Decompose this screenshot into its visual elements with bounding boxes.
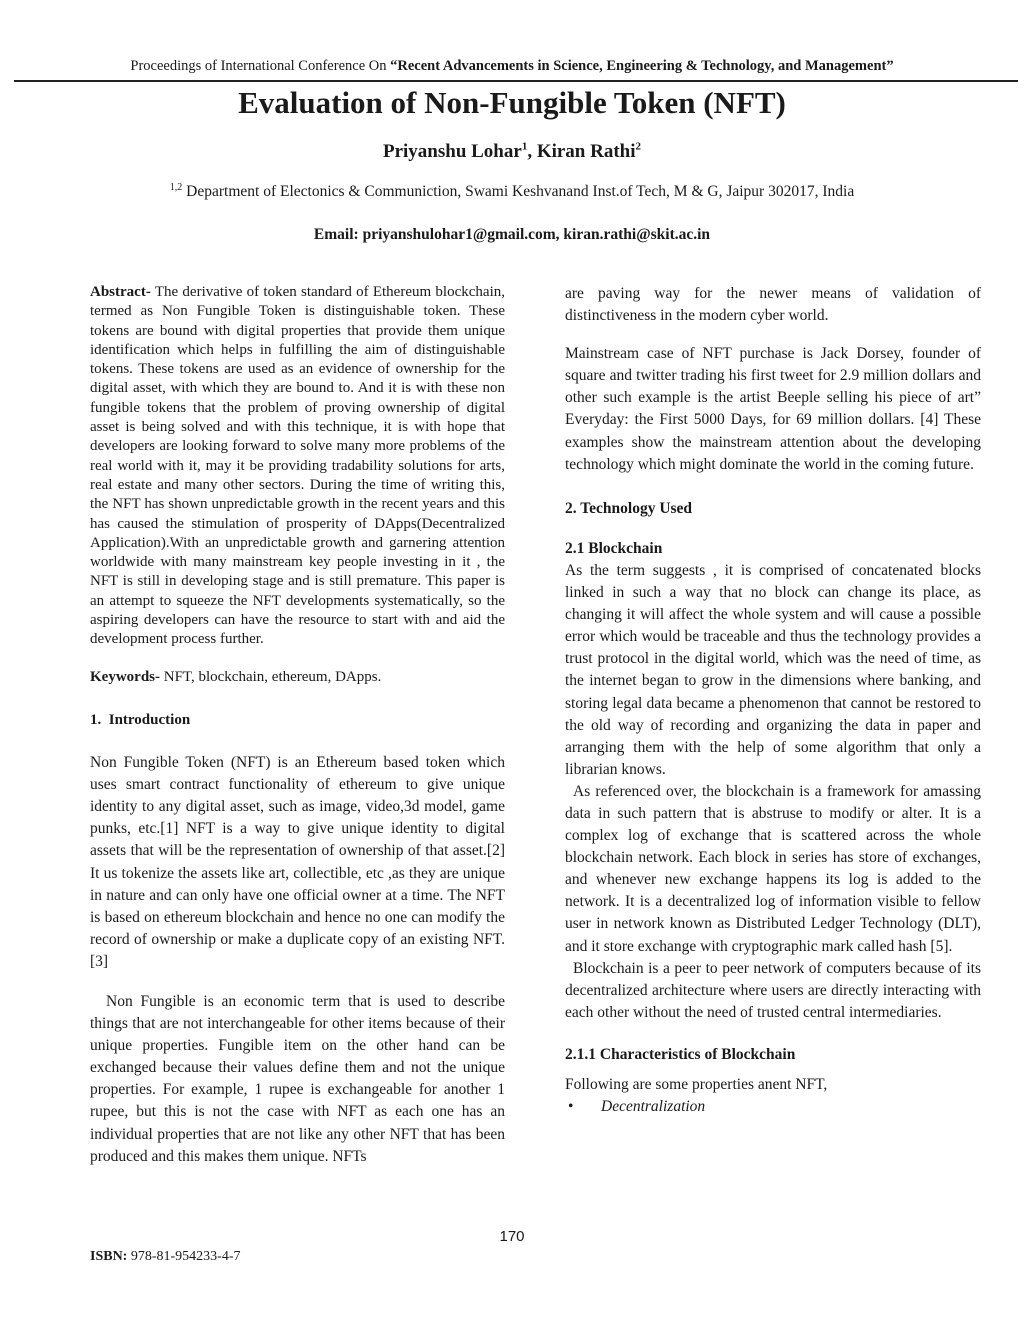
blockchain-paragraph-1: As the term suggests , it is comprised of concatenated blocks linked in such a way that no block can change its place, as changing it will affect the whole system and will cause a possible error which would be traceable and thus the technology provides a trust protocol in the digital world, which was the need of time, as the internet began to grow in the dimensions where banking, and storing legal data became a phenomenon that cannot be restored to the old way of recording and organizing the data in paper and arranging them with the help of some algorithm that only a librarian knows. (565, 561, 981, 778)
author-1-affil: 1 (521, 140, 528, 153)
keywords (90, 668, 505, 687)
blockchain-paragraph-3: Blockchain is a peer to peer network of computers because of its decentralized architecture where users are directly interacting with each other without the need of trusted central intermediaries. (565, 959, 981, 1021)
abstract (90, 283, 505, 650)
abstract-text: The derivative of token standard of Ethereum blockchain, termed as Non Fungible Token is distinguishable token. These tokens are bound with digital properties that provide them unique identification which helps in fulfilling the aim of distinguishable tokens. These tokens are used as an evidence of ownership for the digital asset, with which they are bound to. And it is with these non fungible tokens that the problem of proving ownership of digital asset is being solved and with this technique, it is with hope that developers are looking forward to solve many more problems of the real world with it, may it be providing tradability solutions for arts, real estate and many other sectors. During the time of writing this, the NFT has shown unpredictable growth in the recent years and this has caused the stimulation of prosperity of DApps(Decentralized Application).With an unpredictable growth and garnering attention worldwide with many mainstream key people investing in it , the NFT is still in developing stage and is still premature. This paper is an attempt to squeeze the NFT developments systematically, so the aspiring developers can have the resource to start with and aid the development process further. (90, 284, 505, 648)
intro-heading: 1. Introduction (90, 711, 191, 728)
author-2-affil: 2 (635, 140, 642, 153)
properties-intro: Following are some properties anent NFT, (565, 1076, 828, 1093)
bullet-item-decentralization (565, 1096, 981, 1118)
author-separator: , (527, 141, 537, 162)
author-1: Priyanshu Lohar (382, 141, 522, 162)
section-2-heading: 2. Technology Used (565, 499, 693, 517)
affiliation-text: Department of Electonics & Communiction, Swami Keshvanand Inst.of Tech, M & G, Jaipur 302017, India (182, 183, 855, 200)
isbn-value: 978-81-954233-4-7 (127, 1249, 241, 1264)
author-emails: Email: priyanshulohar1@gmail.com, kiran.rathi@skit.ac.in (313, 226, 711, 243)
header-prefix: Proceedings of International Conference On (130, 58, 391, 74)
section-2-1-1-heading: 2.1.1 Characteristics of Blockchain (565, 1045, 796, 1063)
bullet-text: Decentralization (601, 1098, 706, 1116)
right-paragraph-2: Mainstream case of NFT purchase is Jack Dorsey, founder of square and twitter trading his first tweet for 2.9 million dollars and other such example is the artist Beeple selling his piece of art” Everyday: the First 5000 Days, for 69 million dollars. [4] These examples show the mainstream attention about the developing technology which might dominate the world in the coming future. (565, 345, 981, 473)
right-column (565, 283, 981, 1118)
keywords-label: Keywords- (90, 668, 160, 685)
isbn-label: ISBN: (90, 1249, 128, 1264)
left-column (90, 283, 505, 1168)
page-number: 170 (499, 1228, 525, 1245)
keywords-text: NFT, blockchain, ethereum, DApps. (160, 668, 382, 685)
affiliation-sup: 1,2 (169, 181, 183, 193)
intro-paragraph-1: Non Fungible Token (NFT) is an Ethereum based token which uses smart contract functionality of ethereum to give unique identity to any digital asset, such as image, video,3d model, game punks, etc.[1] NFT is a way to give unique identity to digital assets that will be the representation of ownership of that asset.[2] It us tokenize the assets like art, collectible, etc ,as they are unique in nature and can only have one official owner at a time. The NFT is based on ethereum blockchain and hence no one can modify the record of ownership or make a duplicate copy of an existing NFT.[3] (90, 754, 505, 970)
abstract-label: Abstract- (90, 284, 151, 300)
header-divider (14, 80, 1018, 82)
paper-title: Evaluation of Non-Fungible Token (NFT) (238, 85, 786, 120)
header-conference: “Recent Advancements in Science, Engineering & Technology, and Management” (390, 58, 894, 74)
section-2-1-heading: 2.1 Blockchain (565, 539, 663, 557)
intro-paragraph-2: Non Fungible is an economic term that is used to describe things that are not interchangeable for other items because of their unique properties. Fungible item on the other hand can be exchanged because their values define them and not the unique properties. For example, 1 rupee is exchangeable for another 1 rupee, but this is not the case with NFT as each one has an individual properties that are not like any other NFT that has been produced and this makes them unique. NFTs (90, 992, 505, 1165)
blockchain-paragraph-2: As referenced over, the blockchain is a framework for amassing data in such pattern that is abstruse to modify or alter. It is a complex log of exchange that is scattered across the whole blockchain network. Each block in series has store of exchanges, and whenever new exchange happens its log is added to the network. It is a decentralized log of information visible to fellow user in network known as Distributed Ledger Technology (DLT), and it store exchange with cryptographic mark called hash [5]. (565, 782, 981, 955)
bullet-icon: • (568, 1098, 574, 1116)
affiliation (0, 183, 1024, 201)
right-paragraph-1: are paving way for the newer means of validation of distinctiveness in the modern cyber world. (565, 285, 981, 325)
author-line (0, 141, 1024, 163)
running-header (0, 58, 1024, 75)
isbn-footer (90, 1249, 241, 1265)
author-2: Kiran Rathi (536, 141, 636, 162)
